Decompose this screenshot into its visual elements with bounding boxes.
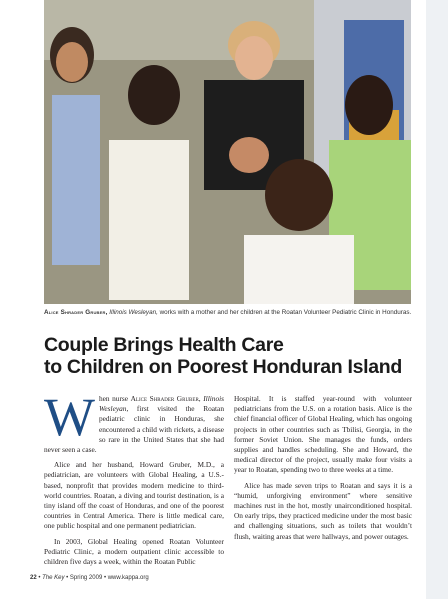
p1-member-name: Alice Shrader Gruber bbox=[130, 394, 199, 403]
page-number: 22 bbox=[30, 575, 37, 581]
p1-text-c: , first visited the Roatan pediatric clinic in Honduras, she encountered a child with rickets, a disease so rare in the United States that she had never seen a case. bbox=[44, 404, 224, 455]
paragraph-1 bbox=[44, 387, 225, 455]
paragraph-5: Alice has made seven trips to Roatan and says it is a “humid, unforgiving environment” where sensitive machines rust in the hot, mostly unairconditioned hospital. On early trips, they practiced medicine under the most basic and challenging situations, such as toilets that wouldn’t flush, waiting areas that were hallways, and power outages. bbox=[234, 480, 412, 541]
article-headline bbox=[44, 334, 424, 378]
page-edge-strip bbox=[426, 0, 448, 599]
p1-text-b: , bbox=[198, 394, 204, 403]
caption-school: Illinois Wesleyan, bbox=[107, 309, 158, 316]
caption-name: Alice Shrader Gruber, bbox=[44, 309, 108, 316]
photo-caption bbox=[44, 309, 414, 317]
paragraph-2: Alice and her husband, Howard Gruber, M.D., a pediatrician, are volunteers with Global Healing, a U.S.-based, nonprofit that provides modern medicine to third-world countries. Roatan, a diving and tourist destination, is a tiny island off the coast of Honduras, and one of the poorest countries in Central America. There is little medical care, one public hospital and one permanent pediatrician. bbox=[44, 460, 224, 531]
paragraph-3: In 2003, Global Healing opened Roatan Volunteer Pediatric Clinic, a modern outpatient clinic accessible to children five days a week, within the Roatan Public bbox=[44, 536, 224, 567]
p1-text-a: hen nurse bbox=[98, 394, 131, 403]
page-footer bbox=[30, 575, 149, 581]
footer-separator: • bbox=[36, 575, 43, 581]
footer-issue: • Spring 2009 • www.kappa.org bbox=[64, 575, 149, 581]
headline-line-1: Couple Brings Health Care bbox=[44, 334, 284, 356]
magazine-name: The Key bbox=[42, 575, 65, 581]
clinic-photo bbox=[44, 0, 411, 304]
article-column-1 bbox=[44, 387, 225, 572]
headline-line-2: to Children on Poorest Honduran Island bbox=[44, 356, 403, 378]
paragraph-4: Hospital. It is staffed year-round with volunteer pediatricians from the U.S. on a rotation basis. Alice is the chief financial officer of Global Healing, which has ongoing projects in other countries such as Tbilisi, Georgia, in the former Soviet Union. She manages the funds, orders supplies and handles scheduling. She and Howard, the medical director of the project, usually make four visits a year to Roatan, spending two to three weeks at a time. bbox=[234, 394, 412, 475]
caption-text: works with a mother and her children at the Roatan Volunteer Pediatric Clinic in Honduras. bbox=[157, 309, 412, 316]
p1-school: Illinois Wesleyan bbox=[98, 394, 225, 414]
drop-cap: W bbox=[44, 387, 95, 447]
clinic-photo-illustration bbox=[44, 0, 411, 304]
article-column-2 bbox=[234, 394, 412, 547]
